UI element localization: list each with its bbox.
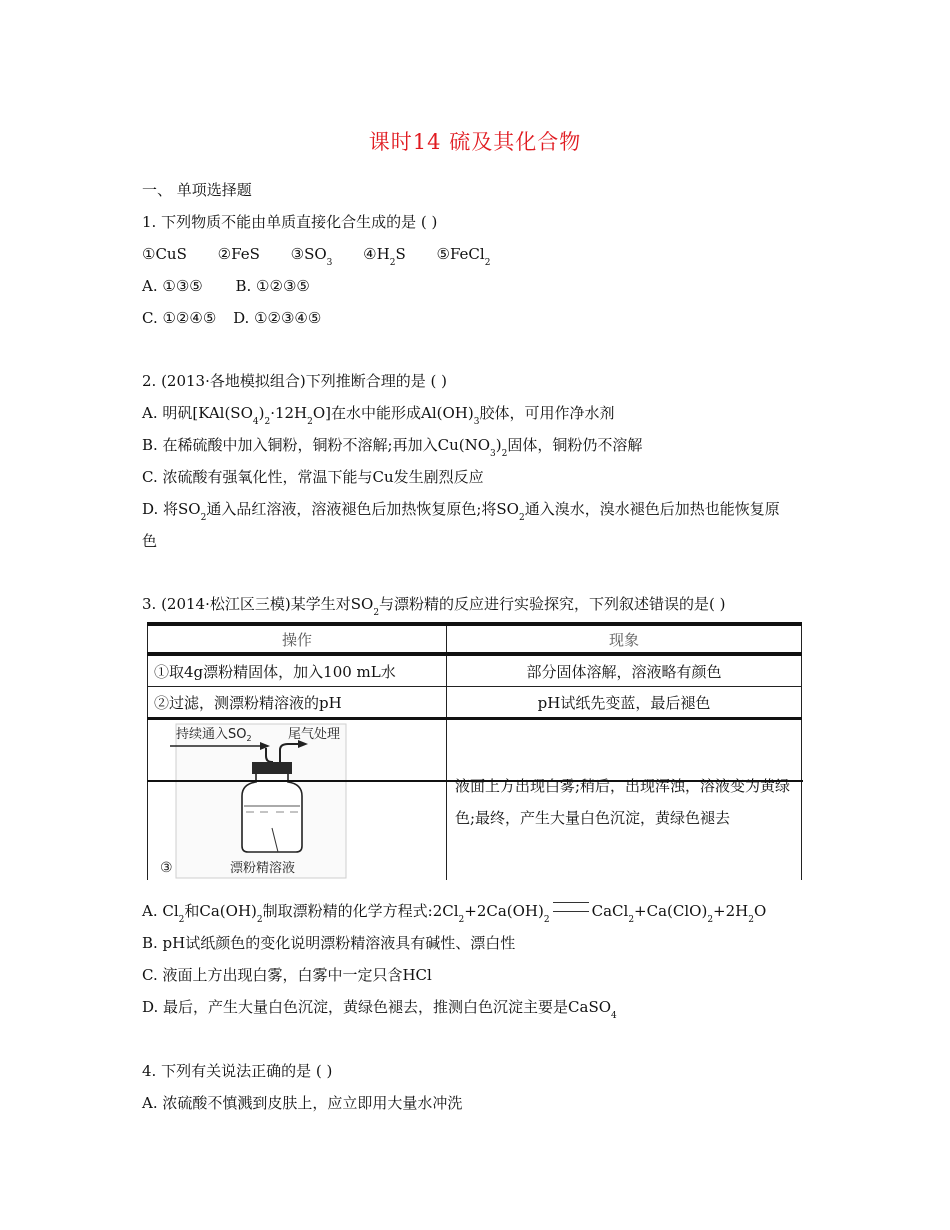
q2-option-a[interactable]: A. 明矾$[KAl(SO_4)_2\cdot 12H_2O]$在水中能形成$Al(OH)_3$胶体，可用作净水剂 [142, 404, 615, 427]
q1-option-d[interactable]: D. ①②③④⑤ [233, 309, 322, 327]
q3-option-a[interactable]: A. $Cl_2$和$Ca(OH)_2$制取漂粉精的化学方程式$:2Cl_2+2Ca(OH)_2$ $CaCl_2+Ca(ClO)_2+2H_2O$ [142, 902, 767, 925]
table-cell: ①取4g漂粉精固体，加入100 mL水 [148, 654, 447, 687]
q3-option-d[interactable]: D. 最后，产生大量白色沉淀，黄绿色褪去，推测白色沉淀主要是CaSO$_4$ [142, 998, 617, 1021]
observation-text: 液面上方出现白雾;稍后，出现浑浊，溶液变为黄绿色;最终，产生大量白色沉淀，黄绿色褪去 [455, 777, 791, 827]
q1-item-3: $③SO_3$ [290, 245, 333, 268]
q2-option-c[interactable]: C. 浓硫酸有强氧化性，常温下能与Cu发生剧烈反应 [142, 468, 484, 486]
q3-option-c[interactable]: C. 液面上方出现白雾，白雾中一定只含HCl [142, 966, 432, 984]
q1-option-c[interactable]: C. ①②④⑤ [142, 309, 217, 327]
gas-bottle-diagram [148, 720, 440, 880]
q1-item-5: ⑤FeCl$_2$ [436, 245, 491, 268]
q3-option-b[interactable]: B. pH试纸颜色的变化说明漂粉精溶液具有碱性、漂白性 [142, 934, 516, 952]
table-cell [447, 719, 802, 881]
table-cell-figure [148, 719, 447, 881]
q1-item-2: ②FeS [217, 245, 260, 263]
apparatus-figure [154, 720, 446, 880]
q1-items [142, 244, 491, 268]
table-cell: ②过滤，测漂粉精溶液的pH [148, 687, 447, 719]
q1-options-ab [142, 276, 310, 296]
q1-option-a[interactable]: A. ①③⑤ [142, 277, 203, 295]
q2-option-d[interactable]: D. 将$SO_2$通入品红溶液，溶液褪色后加热恢复原色;将$SO_2$通入溴水，溴水褪色后加热也能恢复原 [142, 500, 780, 523]
table-header-operation: 操作 [148, 624, 447, 654]
q2-option-d-cont: 色 [142, 532, 158, 550]
table-cell: pH试纸先变蓝，最后褪色 [447, 687, 802, 719]
label-exhaust: 尾气处理 [288, 727, 341, 742]
q2-option-b[interactable]: B. 在稀硫酸中加入铜粉，铜粉不溶解;再加入$Cu(NO_3)_2$固体，铜粉仍不溶解 [142, 436, 643, 459]
label-step-number: ③ [160, 860, 173, 876]
q1-item-1: ①CuS [142, 245, 187, 263]
table-header-phenomenon: 现象 [447, 624, 802, 654]
q4-stem: 4. 下列有关说法正确的是 ( ) [142, 1062, 333, 1080]
label-inlet: 持续通入$SO_2$ [176, 727, 252, 743]
experiment-table [147, 622, 802, 880]
q1-stem: 1. 下列物质不能由单质直接化合生成的是 ( ) [142, 213, 438, 231]
q1-option-b[interactable]: B. ①②③⑤ [235, 277, 310, 295]
q2-stem: 2. (2013·各地模拟组合)下列推断合理的是 ( ) [142, 372, 447, 390]
q1-item-4: $④H_2S$ [363, 245, 406, 268]
section-heading: 一、 单项选择题 [142, 181, 252, 199]
q1-options-cd [142, 308, 321, 328]
q3-stem: 3. (2014·松江区三模)某学生对$SO_2$与漂粉精的反应进行实验探究，下列叙述错误的是( ) [142, 595, 726, 618]
table-cell: 部分固体溶解，溶液略有颜色 [447, 654, 802, 687]
table-rule [147, 780, 803, 782]
equation-sign [553, 902, 589, 912]
page-title: 课时14 硫及其化合物 [368, 130, 582, 154]
q4-option-a[interactable]: A. 浓硫酸不慎溅到皮肤上，应立即用大量水冲洗 [142, 1094, 463, 1112]
label-solution: 漂粉精溶液 [230, 861, 296, 876]
